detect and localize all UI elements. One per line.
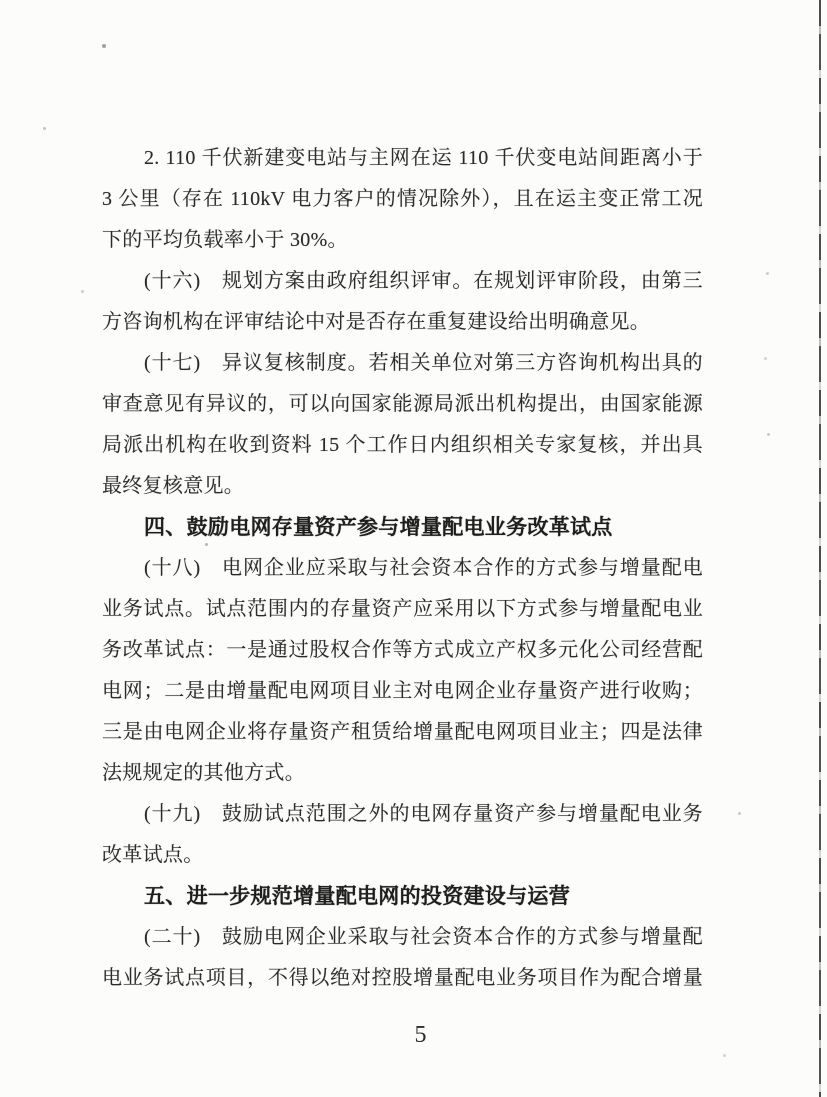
text-line: 务改革试点：一是通过股权合作等方式成立产权多元化公司经营配 bbox=[102, 639, 703, 661]
section-heading: 四、鼓励电网存量资产参与增量配电业务改革试点 bbox=[144, 516, 613, 539]
text-line: (十八) 电网企业应采取与社会资本合作的方式参与增量配电 bbox=[144, 557, 703, 579]
text-line: (十七) 异议复核制度。若相关单位对第三方咨询机构出具的 bbox=[144, 352, 703, 374]
text-line: 最终复核意见。 bbox=[102, 475, 245, 497]
text-line: (十九) 鼓励试点范围之外的电网存量资产参与增量配电业务 bbox=[144, 803, 703, 825]
scan-speck bbox=[723, 1054, 726, 1057]
text-line: (十六) 规划方案由政府组织评审。在规划评审阶段，由第三 bbox=[144, 270, 703, 292]
scan-speck bbox=[205, 543, 208, 546]
scan-speck bbox=[766, 272, 769, 275]
text-line: 业务试点。试点范围内的存量资产应采用以下方式参与增量配电业 bbox=[102, 598, 703, 620]
text-line: 电业务试点项目，不得以绝对控股增量配电业务项目作为配合增量 bbox=[102, 967, 703, 989]
paragraph-110kv-rule bbox=[102, 138, 703, 261]
text-line: 电网；二是由增量配电网项目业主对电网企业存量资产进行收购； bbox=[102, 680, 703, 702]
document-body bbox=[102, 138, 703, 999]
page-number: 5 bbox=[414, 1022, 427, 1048]
text-line: 审查意见有异议的，可以向国家能源局派出机构提出，由国家能源 bbox=[102, 393, 703, 415]
scan-speck bbox=[738, 812, 741, 815]
scan-speck bbox=[81, 290, 84, 293]
scan-speck bbox=[764, 357, 767, 360]
paragraph-item-19 bbox=[102, 794, 703, 876]
section-heading: 五、进一步规范增量配电网的投资建设与运营 bbox=[144, 885, 570, 908]
text-line: 2. 110 千伏新建变电站与主网在运 110 千伏变电站间距离小于 bbox=[144, 147, 703, 169]
scan-edge-artifact bbox=[819, 0, 821, 1097]
scan-speck bbox=[43, 127, 46, 130]
section-heading-5 bbox=[102, 876, 703, 917]
paragraph-item-17 bbox=[102, 343, 703, 507]
text-line: 法规规定的其他方式。 bbox=[102, 762, 305, 784]
text-line: 三是由电网企业将存量资产租赁给增量配电网项目业主；四是法律 bbox=[102, 721, 703, 743]
text-line: (二十) 鼓励电网企业采取与社会资本合作的方式参与增量配 bbox=[144, 926, 703, 948]
text-line: 下的平均负载率小于 30%。 bbox=[102, 229, 348, 251]
paragraph-item-18 bbox=[102, 548, 703, 794]
scan-speck bbox=[102, 44, 106, 48]
paragraph-item-16 bbox=[102, 261, 703, 343]
text-line: 局派出机构在收到资料 15 个工作日内组织相关专家复核，并出具 bbox=[102, 434, 703, 456]
text-line: 改革试点。 bbox=[102, 844, 204, 866]
text-line: 方咨询机构在评审结论中对是否存在重复建设给出明确意见。 bbox=[102, 311, 651, 333]
paragraph-item-20 bbox=[102, 917, 703, 999]
section-heading-4 bbox=[102, 507, 703, 548]
text-line: 3 公里（存在 110kV 电力客户的情况除外），且在运主变正常工况 bbox=[102, 188, 703, 210]
scan-speck bbox=[767, 433, 770, 436]
